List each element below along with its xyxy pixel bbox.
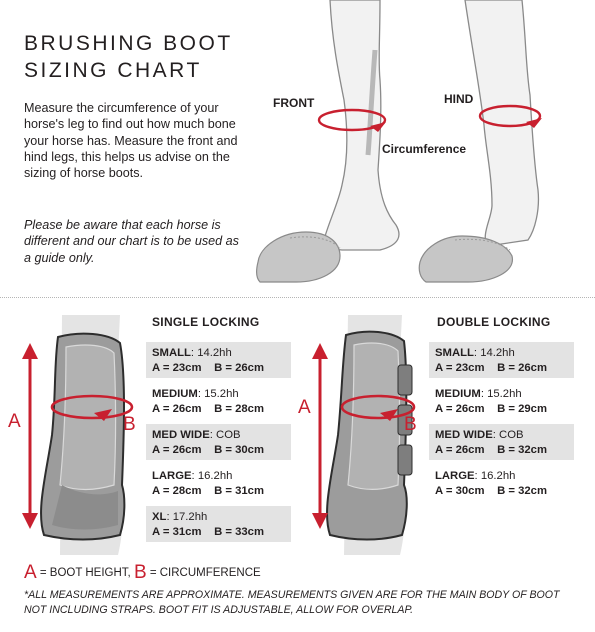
single-row-large: LARGE: 16.2hh A = 28cm B = 31cm	[152, 470, 265, 497]
legend-b-letter: B	[133, 562, 147, 583]
front-leg-illustration	[257, 0, 399, 282]
legend-a-letter: A	[24, 562, 37, 583]
double-row-med-wide: MED WIDE: COB A = 26cm B = 32cm	[429, 424, 574, 460]
single-row-med-wide: MED WIDE: COB A = 26cm B = 30cm	[146, 424, 291, 460]
legend-b-text: = CIRCUMFERENCE	[146, 567, 261, 579]
footnote: *ALL MEASUREMENTS ARE APPROXIMATE. MEASUREMENTS GIVEN ARE FOR THE MAIN BODY OF BOOT NOT INCLUDING STRAPS. BOOT FIT IS ADJUSTABLE, ALLOW FOR OVERLAP.	[24, 589, 560, 616]
title-line-2: SIZING CHART	[24, 59, 202, 82]
boot-height-letter-single: A	[8, 411, 21, 432]
hind-leg-illustration	[419, 0, 538, 282]
hind-label: HIND	[444, 92, 474, 106]
single-row-small: SMALL: 14.2hh A = 23cm B = 26cm	[146, 342, 291, 378]
circumference-letter-double: B	[404, 414, 417, 435]
legend-a-text: = BOOT HEIGHT,	[36, 567, 134, 579]
single-locking-heading: SINGLE LOCKING	[152, 315, 260, 329]
page-title	[24, 30, 233, 84]
boot-height-letter-double: A	[298, 397, 311, 418]
double-locking-heading: DOUBLE LOCKING	[437, 315, 551, 329]
front-label: FRONT	[273, 96, 315, 110]
single-row-xl: XL: 17.2hh A = 31cm B = 33cm	[146, 506, 291, 542]
intro-text: Measure the circumference of your horse's leg to find out how much bone your horse has. Measure the front and hind legs, this helps us advise on the sizing of horse boots.	[24, 101, 238, 181]
single-row-medium: MEDIUM: 15.2hh A = 26cm B = 28cm	[152, 388, 265, 415]
double-row-large: LARGE: 16.2hh A = 30cm B = 32cm	[435, 470, 548, 497]
legend	[24, 562, 261, 584]
title-line-1: BRUSHING BOOT	[24, 32, 233, 55]
section-divider	[0, 297, 595, 298]
double-row-small: SMALL: 14.2hh A = 23cm B = 26cm	[429, 342, 574, 378]
circumference-label: Circumference	[382, 142, 467, 156]
disclaimer-note: Please be aware that each horse is different and our chart is to be used as a guide only.	[24, 218, 239, 265]
double-row-medium: MEDIUM: 15.2hh A = 26cm B = 29cm	[435, 388, 548, 415]
circumference-letter-single: B	[123, 414, 136, 435]
